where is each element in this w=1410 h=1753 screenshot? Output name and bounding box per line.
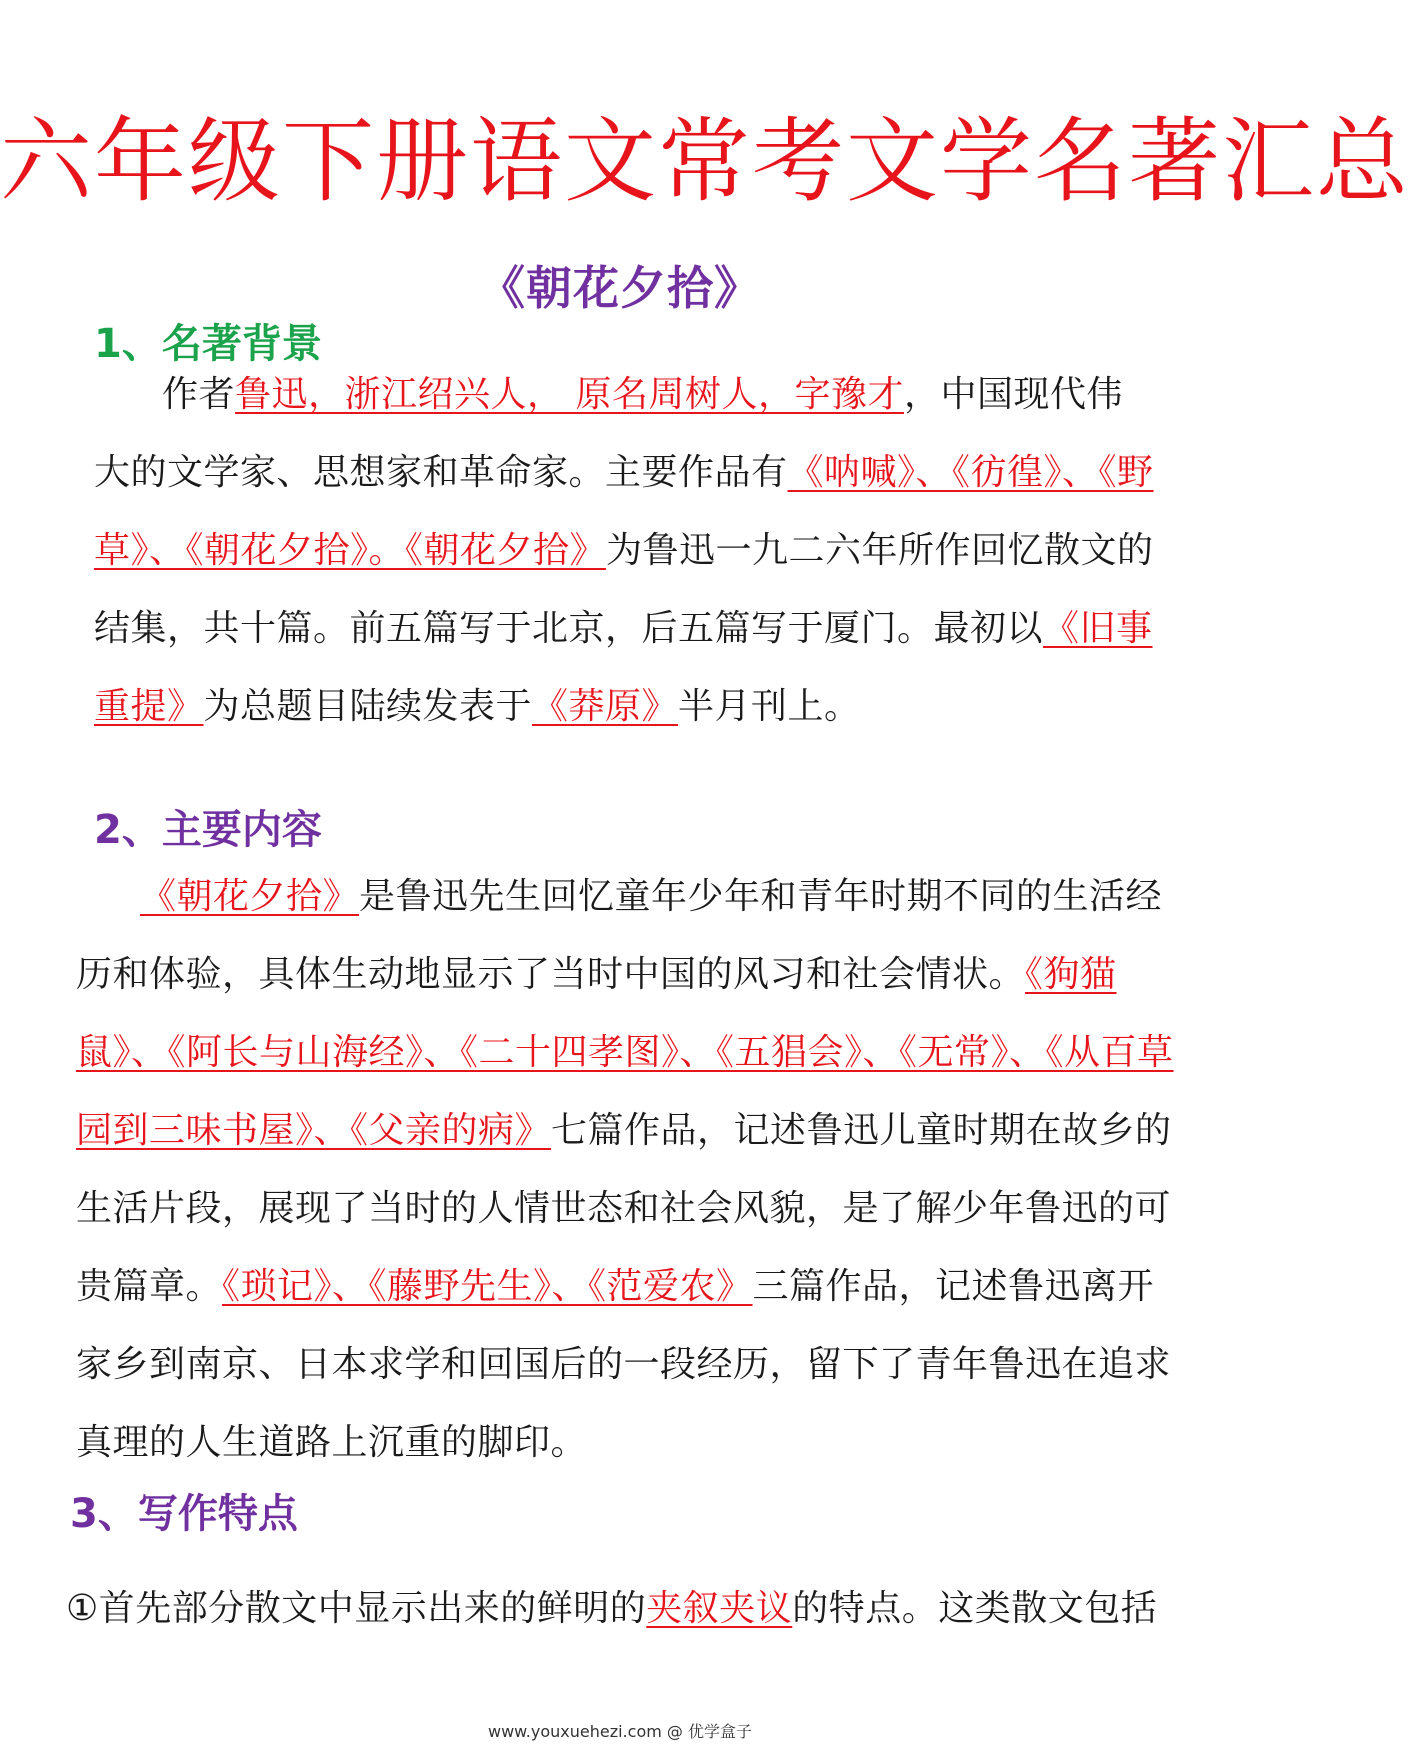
features-paragraph [66,1570,1196,1648]
highlight-youth-works: 《琐记》、《藤野先生》、《范爱农》 [222,1266,753,1307]
footer-watermark: www.youxuehezi.com @ 优学盒子 [488,1722,752,1741]
book-title: 《朝花夕拾》 [479,261,761,315]
content-paragraph [76,858,1176,1482]
highlight-childhood-works: 《狗猫鼠》、《阿长与山海经》、《二十四孝图》、《五猖会》、《无常》、《从百草园到三味书屋》、《父亲的病》 [76,954,1174,1151]
page-title: 六年级下册语文常考文学名著汇总 [0,108,1410,215]
text-run: 是鲁迅先生回忆童年少年和青年时期不同的生活经历和体验，具体生动地显示了当时中国的风习和社会情状。 [76,876,1163,995]
highlight-magazine: 《莽原》 [532,686,679,727]
highlight-book: 《朝花夕拾》 [140,876,360,917]
text-run: 七篇作品，记述鲁迅儿童时期在故乡的生活片段，展现了当时的人情世态和社会风貌，是了解少年鲁迅的可贵篇章。 [76,1110,1172,1307]
highlight-feature: 夹叙夹议 [646,1588,793,1629]
highlight-original-title: 《旧事重提》 [94,608,1153,727]
text-run: 三篇作品，记述鲁迅离开家乡到南京、日本求学和回国后的一段经历，留下了青年鲁迅在追求真理的人生道路上沉重的脚印。 [76,1266,1172,1463]
text-run: 作者 [162,374,236,415]
text-run: ①首先部分散文中显示出来的鲜明的 [66,1588,647,1629]
section-heading-content: 2、主要内容 [94,807,322,853]
text-run: 的特点。这类散文包括 [792,1588,1158,1629]
highlight-author: 鲁迅，浙江绍兴人， 原名周树人，字豫才 [235,374,904,415]
text-run: 半月刊上。 [678,686,861,727]
text-run: 为鲁迅一九二六年所作回忆散文的结集，共十篇。前五篇写于北京，后五篇写于厦门。最初以 [94,530,1154,649]
section-heading-background: 1、名著背景 [94,321,322,367]
section-heading-features: 3、写作特点 [70,1491,298,1537]
highlight-works: 《呐喊》、《彷徨》、《野草》、《朝花夕拾》。《朝花夕拾》 [94,452,1154,571]
background-paragraph [94,356,1154,746]
text-run: 为总题目陆续发表于 [203,686,533,727]
text-run: ，中国现代伟大的文学家、思想家和革命家。主要作品有 [94,374,1123,493]
